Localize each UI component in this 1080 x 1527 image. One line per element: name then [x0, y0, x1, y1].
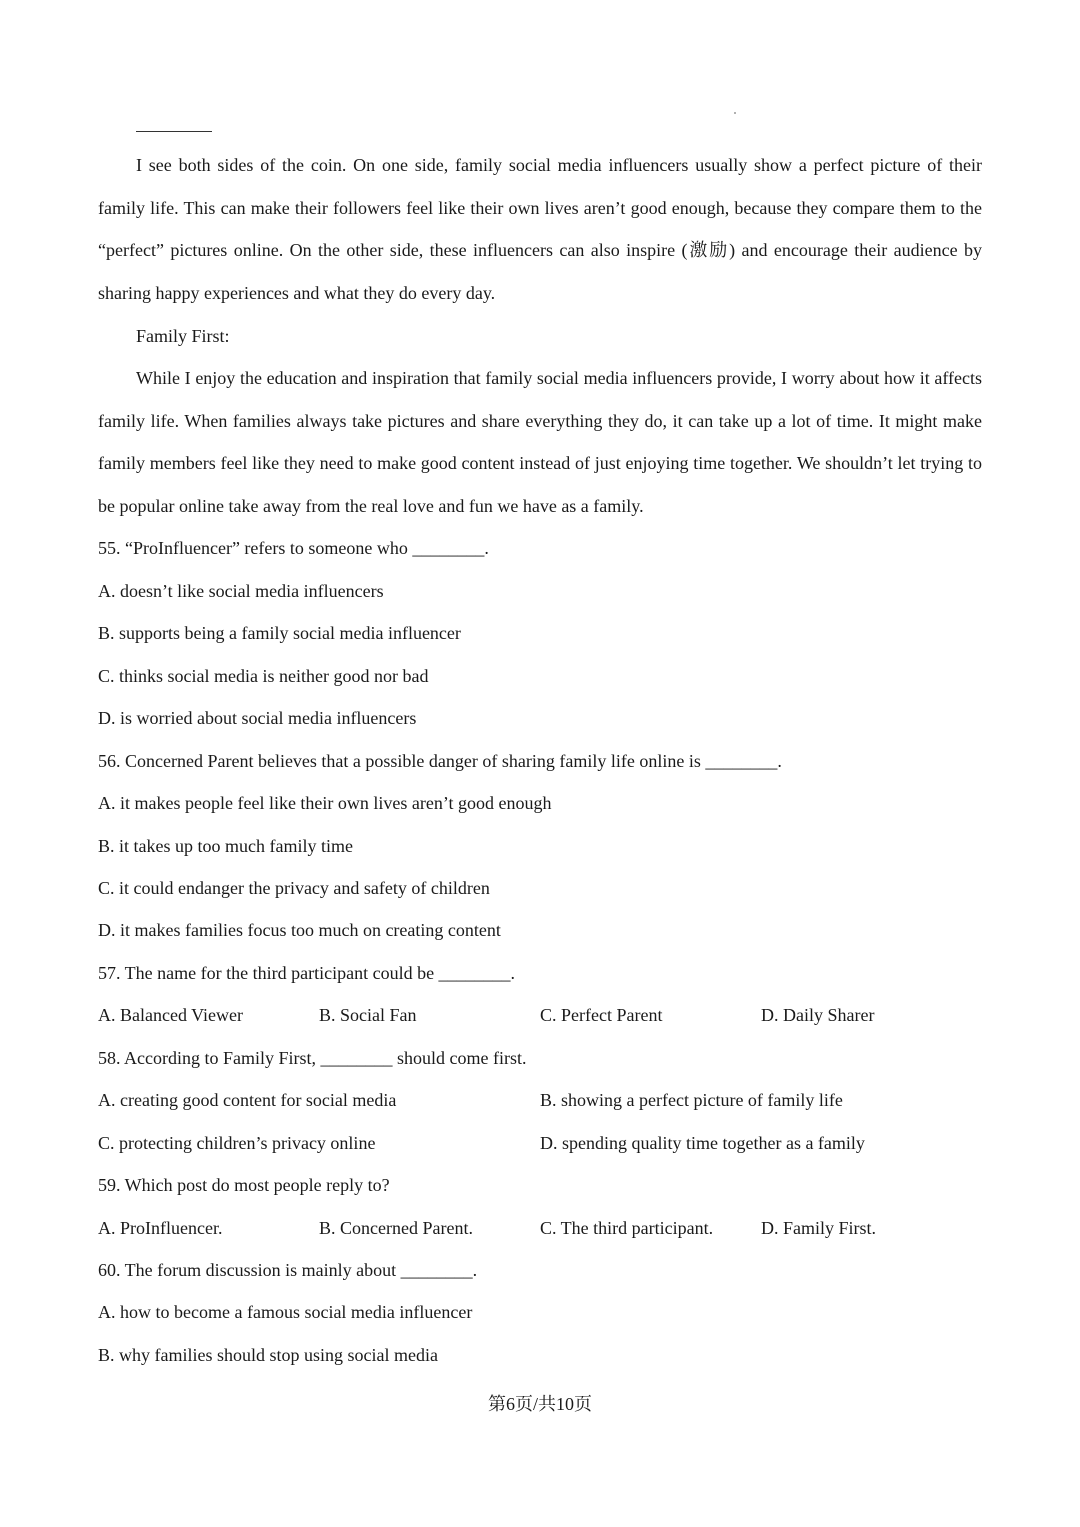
question-60-option-a: A. how to become a famous social media influencer: [98, 1302, 473, 1322]
question-58-option-d: D. spending quality time together as a family: [540, 1133, 865, 1153]
question-59-option-b: B. Concerned Parent.: [319, 1218, 473, 1238]
question-60-option-b: B. why families should stop using social media: [98, 1345, 438, 1365]
question-56-option-a: A. it makes people feel like their own lives aren’t good enough: [98, 793, 552, 813]
question-57-option-a: A. Balanced Viewer: [98, 1005, 244, 1025]
question-55-option-a: A. doesn’t like social media influencers: [98, 581, 384, 601]
question-60-stem: 60. The forum discussion is mainly about ________.: [98, 1260, 478, 1280]
question-58-options-row2: [98, 1131, 982, 1155]
question-58-stem: 58. According to Family First, ________ should come first.: [98, 1048, 527, 1068]
stray-dot: [734, 112, 736, 114]
question-58-option-b: B. showing a perfect picture of family life: [540, 1090, 843, 1110]
question-56-option-d: D. it makes families focus too much on creating content: [98, 920, 501, 940]
question-59-option-c: C. The third participant.: [540, 1218, 714, 1238]
answer-blank-line: [136, 131, 212, 132]
question-56-stem: 56. Concerned Parent believes that a possible danger of sharing family life online is ________.: [98, 751, 782, 771]
question-59-options: [98, 1216, 982, 1240]
family-first-heading: Family First:: [136, 326, 230, 346]
question-57-option-b: B. Social Fan: [319, 1005, 417, 1025]
question-57-option-c: C. Perfect Parent: [540, 1005, 663, 1025]
paragraph-family-first: While I enjoy the education and inspiration that family social media influencers provide, I worry about how it affects family life. When families always take pictures and share everything they do, it can take up a lot of time. It might make family members feel like they need to make good content instead of just enjoying time together. We shouldn’t let trying to be popular online take away from the real love and fun we have as a family.: [98, 368, 982, 516]
question-55-option-d: D. is worried about social media influencers: [98, 708, 417, 728]
question-56-option-b: B. it takes up too much family time: [98, 836, 353, 856]
question-59-option-d: D. Family First.: [761, 1218, 877, 1238]
question-58-option-a: A. creating good content for social media: [98, 1090, 397, 1110]
question-55-option-c: C. thinks social media is neither good nor bad: [98, 666, 429, 686]
question-58-options-row1: [98, 1088, 982, 1112]
page-number-footer: 第6页/共10页: [487, 1394, 592, 1414]
paragraph-both-sides: I see both sides of the coin. On one side, family social media influencers usually show a perfect picture of their family life. This can make their followers feel like their own lives aren’t good enough, because they compare them to the “perfect” pictures online. On the other side, these influencers can also inspire (激励) and encourage their audience by sharing happy experiences and what they do every day.: [98, 155, 982, 303]
question-56-option-c: C. it could endanger the privacy and safety of children: [98, 878, 490, 898]
question-57-stem: 57. The name for the third participant could be ________.: [98, 963, 516, 983]
question-57-options: [98, 1003, 982, 1027]
question-55-stem: 55. “ProInfluencer” refers to someone who ________.: [98, 538, 489, 558]
question-57-option-d: D. Daily Sharer: [761, 1005, 875, 1025]
question-55-option-b: B. supports being a family social media influencer: [98, 623, 461, 643]
question-59-option-a: A. ProInfluencer.: [98, 1218, 223, 1238]
question-58-option-c: C. protecting children’s privacy online: [98, 1133, 376, 1153]
question-59-stem: 59. Which post do most people reply to?: [98, 1175, 390, 1195]
